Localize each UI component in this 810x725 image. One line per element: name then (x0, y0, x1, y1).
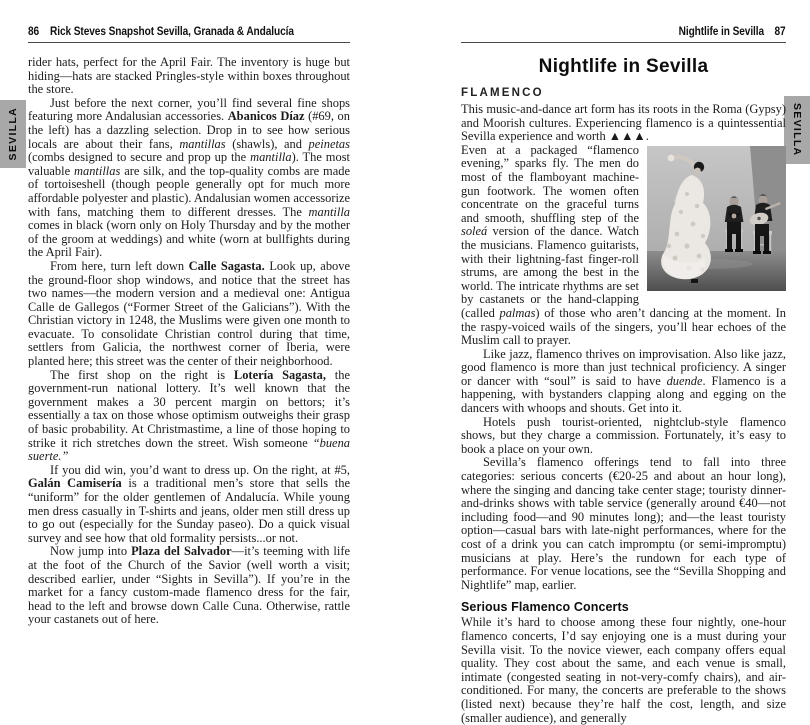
paragraph: Just before the next corner, you’ll find several fine shops featuring more Andalusian accessories. Abanicos Díaz (#69, on the left) has a dazzling selection. Drop in to see how serious locals are about their fans, mantillas (shawls), and peinetas (combs designed to secure and prop up the mantilla). The most valuable mantillas are silk, and the top-quality combs are made of tortoiseshell (though people generally opt for much more affordable polyester and plastic). Andalusian women accessorize with fans, matching them to different dresses. The mantilla comes in black (worn only on Holy Thursday and by the mother of the groom at weddings) and white (worn at bullfights during the April Fair). (28, 95, 350, 260)
sevilla-edge-tab-right (784, 96, 810, 164)
paragraph: If you did win, you’d want to dress up. On the right, at #5, Galán Camisería is a traditional men’s store that sells the “uniform” for the older gentlemen of Andalucía. While young men dress casually in T-shirts and jeans, older men still dress up to go out (especially for the Sunday paseo). Do a quick visual survey and see how that old formality persists...or not. (28, 462, 350, 545)
paragraph: While it’s hard to choose among these four nightly, one-hour flamenco concerts, I’d say enjoying one is a must during your Sevilla visit. To the novice viewer, each company offers equal quality. They cost about the same, and each venue is small, intimate (congested seating in not-very-comfy chairs), and air-conditioned. For many, the concerts are preferable to the shows (listed next) because they’re half the cost, length, and size (smaller audience), and generally (461, 615, 786, 725)
flamenco-photo-illustration (647, 146, 786, 291)
right-page-body (461, 103, 786, 725)
right-page (461, 26, 786, 725)
page-number: 87 (774, 26, 786, 38)
flamenco-photo (647, 146, 786, 291)
paragraph: The first shop on the right is Lotería Sagasta, the government-run national lottery. It’s well known that the government makes a 30 percent margin on bettors; it’s essentially a tax on those whose optimism outweighs their grasp of basic probability. At Christmastime, a line of those hoping to strike it rich stretches down the street. Wish someone “buena suerte.” (28, 367, 350, 464)
running-header-right (461, 26, 786, 43)
paragraph: Hotels push tourist-oriented, nightclub-style flamenco shows, but they charge a commission. Fortunately, it’s easy to book a place on your own. (461, 414, 786, 456)
paragraph: From here, turn left down Calle Sagasta. Look up, above the ground-floor shop windows, and notice that the street has two names—the modern version and a medieval one: Antigua Calle de Gallegos (“Former Street of the Galicians”). With the Christian victory in 1248, the Muslims were given one month to evacuate. To consolidate Christian control during that time, settlers from Galicia, the northwest corner of Iberia, were planted here; this street was the center of their neighborhood. (28, 258, 351, 369)
running-title: Rick Steves Snapshot Sevilla, Granada & Andalucía (49, 26, 294, 38)
sevilla-edge-tab-left (0, 100, 26, 168)
tab-label: SEVILLA (7, 107, 19, 161)
running-title: Nightlife in Sevilla (678, 26, 765, 38)
paragraph: Like jazz, flamenco thrives on improvisation. Also like jazz, good flamenco is more than just technical proficiency. A singer or dancer with “soul” is said to have duende. Flamenco is a happening, with bystanders clapping along and egging on the dancers with whoops and shouts. Get into it. (461, 346, 786, 416)
paragraph: rider hats, perfect for the April Fair. The inventory is huge but hiding—hats are stacked Pringles-style within boxes throughout the store. (28, 55, 350, 97)
flamenco-section-heading: FLAMENCO (461, 87, 544, 99)
page-title: Nightlife in Sevilla (538, 56, 709, 77)
paragraph: Now jump into Plaza del Salvador—it’s teeming with life at the foot of the Church of the Savior (well worth a visit; described earlier, under “Sights in Sevilla”). If you’re in the market for a fancy custom-made flamenco dress for the fair, head to the left and browse down Calle Cuna. Otherwise, rattle your castanets out of here. (28, 544, 350, 627)
left-page-body (28, 56, 350, 627)
left-page (28, 26, 350, 627)
paragraph: Sevilla’s flamenco offerings tend to fall into three categories: serious concerts (€20-25 and about an hour long), where the singing and dancing take center stage; touristy dinner-and-drinks shows with table service (generally around €40—not including food—and 90 minutes long); and—the least touristy option—casual bars with late-night performances, where for the cost of a drink you can catch impromptu (or semi-impromptu) musicians at play. Here’s the rundown for each type of performance. For venue locations, see the “Sevilla Shopping and Nightlife” map, earlier. (461, 455, 786, 592)
paragraph-with-photo: Even at a packaged “flamenco evening,” sparks fly. The men do most of the flamboyant machine-gun footwork. The women often concentrate on the graceful turns and smooth, shuffling step of the soleá version of the dance. Watch the musicians. Flamenco guitarists, with their lightning-fast finger-roll strums, are among the best in the world. The intricate rhythms are set by castanets or the hand-clapping (called palmas) of those who aren’t dancing at the moment. In the raspy-voiced wails of the singers, you’ll hear echoes of the Muslim call to prayer. (461, 142, 786, 348)
running-header-left (28, 26, 350, 43)
tab-label: SEVILLA (791, 103, 803, 157)
page-number: 86 (28, 26, 40, 38)
paragraph: This music-and-dance art form has its roots in the Roma (Gypsy) and Moorish cultures. Experiencing flamenco is a quintessential Sevilla experience and worth ▲▲▲. (461, 102, 786, 144)
serious-flamenco-concerts-heading: Serious Flamenco Concerts (461, 600, 629, 615)
